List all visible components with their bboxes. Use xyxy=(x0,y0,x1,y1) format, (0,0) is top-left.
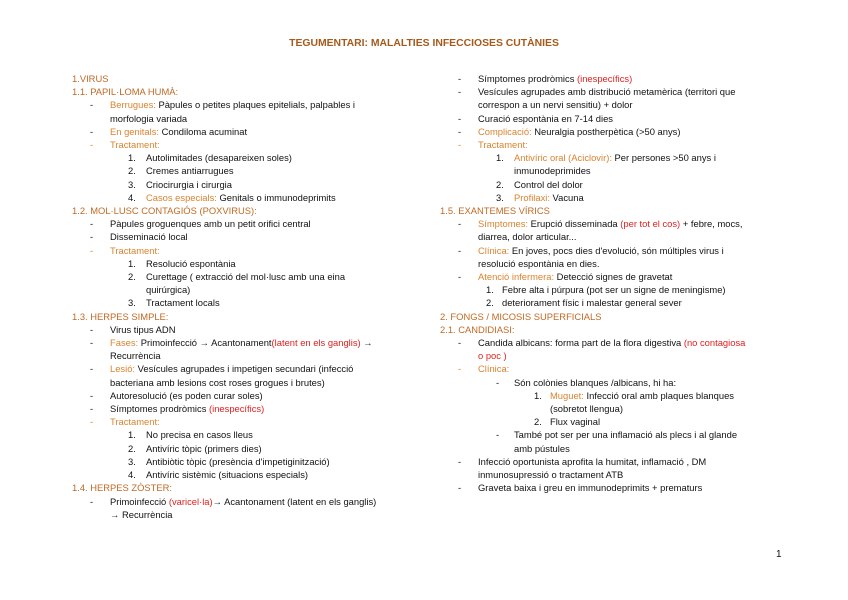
heading-molluscum: 1.2. MOL·LUSC CONTAGIÓS (POXVIRUS): xyxy=(72,205,257,217)
heading-herpes-zoster: 1.4. HERPES ZÒSTER: xyxy=(72,482,173,494)
heading-candidiasi: 2.1. CANDIDIASI: xyxy=(440,323,515,335)
list-item: - Clínica: En joves, pocs dies d'evolució, són múltiples virus i xyxy=(458,244,724,256)
list-item-cont: o poc ) xyxy=(478,350,507,362)
list-item: - Virus tipus ADN xyxy=(90,323,176,335)
numbered-item: 1. Resolució espontània xyxy=(128,257,236,269)
list-item-cont: inmunosupressió o tractament ATB xyxy=(478,469,624,481)
heading-virus: 1.VIRUS xyxy=(72,73,109,84)
list-item: - Clínica: xyxy=(458,363,510,375)
list-item: - Símptomes prodròmics (inespecífics) xyxy=(90,403,265,415)
list-item: - Infecció oportunista aprofita la humitat, inflamació , DM xyxy=(458,455,707,467)
sub-list-item-cont: amb pústules xyxy=(514,442,570,454)
page-title: TEGUMENTARI: MALALTIES INFECCIOSES CUTÀNIES xyxy=(289,38,559,49)
numbered-item: 2. Cremes antiarrugues xyxy=(128,165,234,177)
right-column xyxy=(440,72,790,495)
list-item-cont: correspon a un nervi sensitiu) + dolor xyxy=(478,99,633,111)
numbered-item: 2. deteriorament físic i malestar general sever xyxy=(486,297,682,309)
page-number: 1 xyxy=(776,549,782,560)
heading-papilloma: 1.1. PAPIL·LOMA HUMÀ: xyxy=(72,86,179,98)
list-item-cont: diarrea, dolor articular... xyxy=(478,231,577,243)
numbered-item: 3. Tractament locals xyxy=(128,297,220,309)
numbered-item: 3. Criocirurgia i cirurgia xyxy=(128,178,232,190)
list-item: - Berrugues: Pàpules o petites plaques epitelials, palpables i xyxy=(90,99,355,111)
list-item-cont: bacteriana amb lesions cost roses grogues i brutes) xyxy=(110,376,325,388)
heading-exantemes: 1.5. EXANTEMES VÍRICS xyxy=(440,205,550,217)
numbered-item: 1. Muguet: Infecció oral amb plaques blanques xyxy=(534,389,734,401)
list-item-cont: Recurrència xyxy=(110,350,161,362)
list-item: - Tractament: xyxy=(458,139,528,151)
numbered-item: 1. No precisa en casos lleus xyxy=(128,429,253,441)
numbered-item-cont: (sobretot llengua) xyxy=(550,403,623,415)
list-item-cont: resolució espontània en dies. xyxy=(478,257,600,269)
list-item: - Símptomes prodròmics (inespecífics) xyxy=(458,73,633,84)
numbered-item: 1. Antivíric oral (Aciclovir): Per persones >50 anys i xyxy=(496,152,716,164)
list-item: - Lesió: Vesícules agrupades i impetigen secundari (infecció xyxy=(90,363,354,375)
sub-list-item: - Són colònies blanques /albicans, hi ha: xyxy=(496,376,677,388)
numbered-item: 2. Antivíric tòpic (primers dies) xyxy=(128,442,262,454)
list-item: - Pàpules groguenques amb un petit orifici central xyxy=(90,218,311,230)
list-item-cont: morfologia variada xyxy=(110,112,188,124)
list-item: - Tractament: xyxy=(90,416,160,428)
list-item: - Complicació: Neuralgia postherpètica (>50 anys) xyxy=(458,125,681,137)
heading-herpes-simple: 1.3. HERPES SIMPLE: xyxy=(72,310,169,322)
list-item: - Símptomes: Erupció disseminada (per tot el cos) + febre, mocs, xyxy=(458,218,743,230)
list-item-cont: → Recurrència xyxy=(110,508,173,520)
heading-fongs: 2. FONGS / MICOSIS SUPERFICIALS xyxy=(440,310,602,322)
numbered-item-cont: quirúrgica) xyxy=(146,284,191,296)
numbered-item: 4. Casos especials: Genitals o immunodeprimits xyxy=(128,191,336,203)
numbered-item: 2. Control del dolor xyxy=(496,178,583,190)
numbered-item: 3. Antibiòtic tòpic (presència d'impetiginització) xyxy=(128,455,330,467)
list-item: - Tractament: xyxy=(90,139,160,151)
list-item: - En genitals: Condiloma acuminat xyxy=(90,125,248,137)
list-item: - Disseminació local xyxy=(90,231,188,243)
numbered-item: 2. Curettage ( extracció del mol·lusc amb una eina xyxy=(128,271,346,283)
list-item: - Atenció infermera: Detecció signes de gravetat xyxy=(458,271,673,283)
numbered-item: 1. Autolimitades (desapareixen soles) xyxy=(128,152,292,164)
list-item: - Tractament: xyxy=(90,244,160,256)
list-item: - Autoresolució (es poden curar soles) xyxy=(90,389,263,401)
sub-list-item: - També pot ser per una inflamació als plecs i al glande xyxy=(496,429,738,441)
list-item: - Fases: Primoinfecció → Acantonament(latent en els ganglis) → xyxy=(90,337,373,349)
list-item: - Graveta baixa i greu en immunodeprimits + prematurs xyxy=(458,482,703,494)
numbered-item: 3. Profilaxi: Vacuna xyxy=(496,191,584,203)
numbered-item-cont: inmunodeprimides xyxy=(514,165,591,177)
numbered-item: 2. Flux vaginal xyxy=(534,416,601,428)
left-column xyxy=(72,72,412,521)
list-item: - Vesícules agrupades amb distribució metamèrica (territori que xyxy=(458,86,736,98)
list-item: - Curació espontània en 7-14 dies xyxy=(458,112,613,124)
numbered-item: 1. Febre alta i púrpura (pot ser un signe de meningisme) xyxy=(486,284,726,296)
list-item: - Primoinfecció (varicel·la)→ Acantonament (latent en els ganglis) xyxy=(90,495,377,507)
list-item: - Candida albicans: forma part de la flora digestiva (no contagiosa xyxy=(458,337,746,349)
numbered-item: 4. Antivíric sistèmic (situacions especials) xyxy=(128,469,309,481)
